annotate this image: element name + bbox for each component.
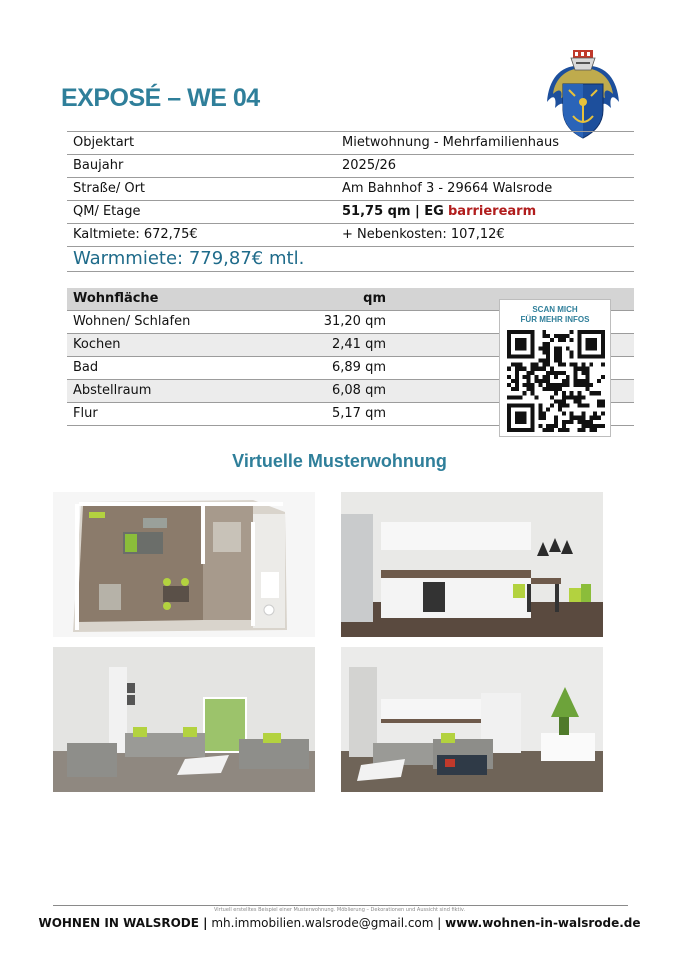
disclaimer-text: Virtuell erstelltes Beispiel einer Musterwohnung. Möblierung – Dekorationen und Aussicht sind fiktiv. bbox=[213, 907, 466, 913]
room-size: 2,41 qm bbox=[318, 334, 390, 357]
room-name: Abstellraum bbox=[67, 380, 318, 403]
table-cell-value: Mietwohnung - Mehrfamilienhaus bbox=[336, 132, 634, 155]
room-size: 6,08 qm bbox=[318, 380, 390, 403]
room-size: 31,20 qm bbox=[318, 311, 390, 334]
room-size: 5,17 qm bbox=[318, 403, 390, 426]
cold-rent: Kaltmiete: 672,75€ bbox=[67, 224, 336, 247]
table-row bbox=[67, 178, 634, 201]
footer-brand: WOHNEN IN WALSRODE | bbox=[38, 916, 208, 930]
room-name: Bad bbox=[67, 357, 318, 380]
footer-website[interactable]: www.wohnen-in-walsrode.de bbox=[445, 916, 641, 930]
qm-floor-value: 51,75 qm | EG bbox=[342, 204, 444, 219]
qr-code-icon[interactable] bbox=[507, 330, 605, 432]
footer-divider bbox=[53, 905, 628, 906]
table-cell-value: 2025/26 bbox=[336, 155, 634, 178]
divider bbox=[67, 271, 634, 272]
floorplan-image bbox=[53, 492, 315, 637]
room-name: Flur bbox=[67, 403, 318, 426]
table-cell-value bbox=[336, 201, 634, 224]
table-cell-label: Baujahr bbox=[67, 155, 336, 178]
table-cell-label: Objektart bbox=[67, 132, 336, 155]
page-title: EXPOSÉ – WE 04 bbox=[61, 84, 260, 112]
room-size: 6,89 qm bbox=[318, 357, 390, 380]
accessibility-badge: barrierearm bbox=[448, 204, 537, 219]
table-row bbox=[67, 132, 634, 155]
living-room-image bbox=[53, 647, 315, 792]
kitchen-image bbox=[341, 492, 603, 637]
area-header-unit: qm bbox=[318, 288, 390, 311]
table-cell-label: Straße/ Ort bbox=[67, 178, 336, 201]
table-row bbox=[67, 201, 634, 224]
table-row bbox=[67, 224, 634, 247]
room-name: Kochen bbox=[67, 334, 318, 357]
table-cell-value: Am Bahnhof 3 - 29664 Walsrode bbox=[336, 178, 634, 201]
table-cell-label: QM/ Etage bbox=[67, 201, 336, 224]
coat-of-arms-icon bbox=[543, 44, 623, 140]
warm-rent: Warmmiete: 779,87€ mtl. bbox=[73, 248, 305, 269]
qr-caption: SCAN MICH FÜR MEHR INFOS bbox=[520, 305, 590, 324]
room-name: Wohnen/ Schlafen bbox=[67, 311, 318, 334]
qr-code-panel[interactable] bbox=[499, 299, 611, 437]
area-header-label: Wohnfläche bbox=[67, 288, 318, 311]
footer-email[interactable]: mh.immobilien.walsrode@gmail.com | bbox=[211, 916, 442, 930]
footer bbox=[0, 916, 679, 930]
property-info-table bbox=[67, 131, 634, 247]
section-title: Virtuelle Musterwohnung bbox=[232, 451, 447, 471]
table-row bbox=[67, 155, 634, 178]
living-area-image bbox=[341, 647, 603, 792]
extra-costs: + Nebenkosten: 107,12€ bbox=[336, 224, 634, 247]
